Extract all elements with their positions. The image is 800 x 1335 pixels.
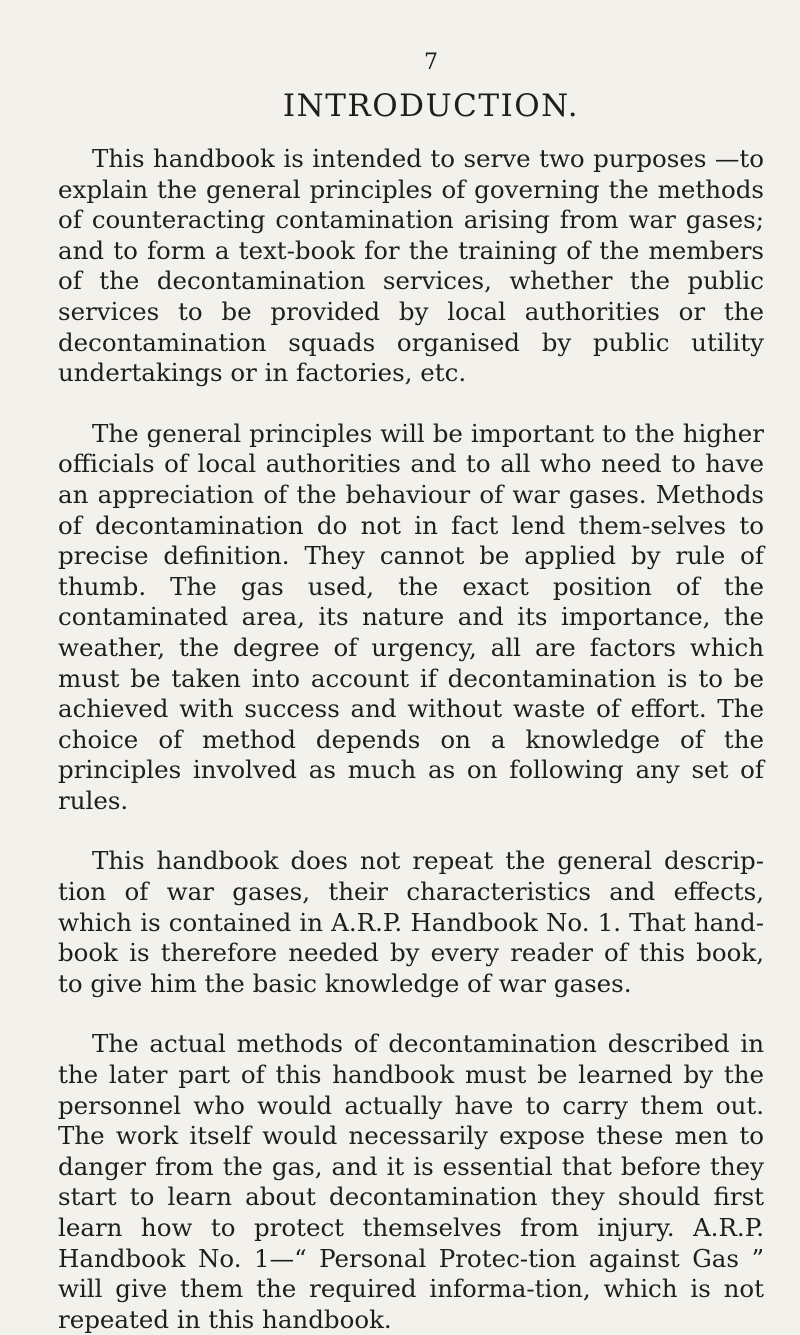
document-page — [58, 48, 764, 1335]
paragraph-4: The actual methods of decontamination described in the later part of this handbook must be learned by the personnel who would actually have to carry them out. The work itself would necessarily expose these men to danger from the gas, and it is essential that before they start to learn about decontamination they should first learn how to protect themselves from injury. A.R.P. Handbook No. 1—“ Personal Protec-tion against Gas ” will give them the required informa-tion, which is not repeated in this handbook. — [58, 1029, 764, 1334]
paragraph-2: The general principles will be important to the higher officials of local authorities and to all who need to have an appreciation of the behaviour of war gases. Methods of decontamination do not in fact lend them-selves to precise definition. They cannot be applied by rule of thumb. The gas used, the exact position of the contaminated area, its nature and its importance, the weather, the degree of urgency, all are factors which must be taken into account if decontamination is to be achieved with success and without waste of effort. The choice of method depends on a knowledge of the principles involved as much as on following any set of rules. — [58, 418, 764, 815]
paragraph-3: This handbook does not repeat the general descrip-tion of war gases, their characteristics and effects, which is contained in A.R.P. Handbook No. 1. That hand-book is therefore needed by every reader of this book, to give him the basic knowledge of war gases. — [58, 846, 764, 998]
page-title: INTRODUCTION. — [282, 88, 580, 124]
page-number: 7 — [424, 50, 438, 75]
paragraph-1: This handbook is intended to serve two purposes —to explain the general principles of governing the methods of counteracting contamination arising from war gases; and to form a text-book for the training of the members of the decontamination services, whether the public services to be provided by local authorities or the decontamination squads organised by public utility undertakings or in factories, etc. — [58, 144, 764, 388]
